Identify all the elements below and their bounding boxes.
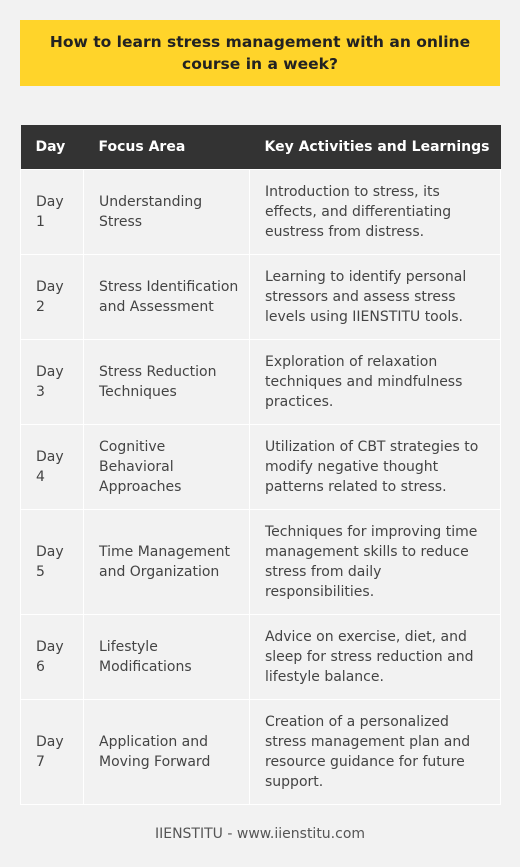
course-schedule-table [20,125,501,805]
activities-cell: Techniques for improving time management skills to reduce stress from daily responsibilities. [250,510,501,615]
table-row [21,615,501,700]
table-row [21,700,501,805]
day-cell: Day 4 [21,425,84,510]
activities-cell: Exploration of relaxation techniques and mindfulness practices. [250,340,501,425]
column-header-key-activities: Key Activities and Learnings [250,125,501,170]
day-cell: Day 2 [21,255,84,340]
page-title: How to learn stress management with an online course in a week? [49,33,471,73]
focus-area-cell: Application and Moving Forward [84,700,250,805]
activities-cell: Advice on exercise, diet, and sleep for stress reduction and lifestyle balance. [250,615,501,700]
activities-cell: Creation of a personalized stress management plan and resource guidance for future support. [250,700,501,805]
focus-area-cell: Lifestyle Modifications [84,615,250,700]
table-row [21,510,501,615]
footer-credit: IIENSTITU - www.iienstitu.com [154,826,366,842]
activities-cell: Utilization of CBT strategies to modify negative thought patterns related to stress. [250,425,501,510]
focus-area-cell: Cognitive Behavioral Approaches [84,425,250,510]
table-row [21,255,501,340]
table-header-row [21,125,501,170]
focus-area-cell: Time Management and Organization [84,510,250,615]
column-header-day: Day [21,125,84,170]
day-cell: Day 7 [21,700,84,805]
focus-area-cell: Stress Reduction Techniques [84,340,250,425]
day-cell: Day 6 [21,615,84,700]
table-row [21,425,501,510]
activities-cell: Introduction to stress, its effects, and differentiating eustress from distress. [250,170,501,255]
table-row [21,340,501,425]
activities-cell: Learning to identify personal stressors and assess stress levels using IIENSTITU tools. [250,255,501,340]
column-header-focus-area: Focus Area [84,125,250,170]
focus-area-cell: Understanding Stress [84,170,250,255]
title-banner [20,20,500,86]
table-row [21,170,501,255]
focus-area-cell: Stress Identification and Assessment [84,255,250,340]
day-cell: Day 1 [21,170,84,255]
day-cell: Day 5 [21,510,84,615]
day-cell: Day 3 [21,340,84,425]
